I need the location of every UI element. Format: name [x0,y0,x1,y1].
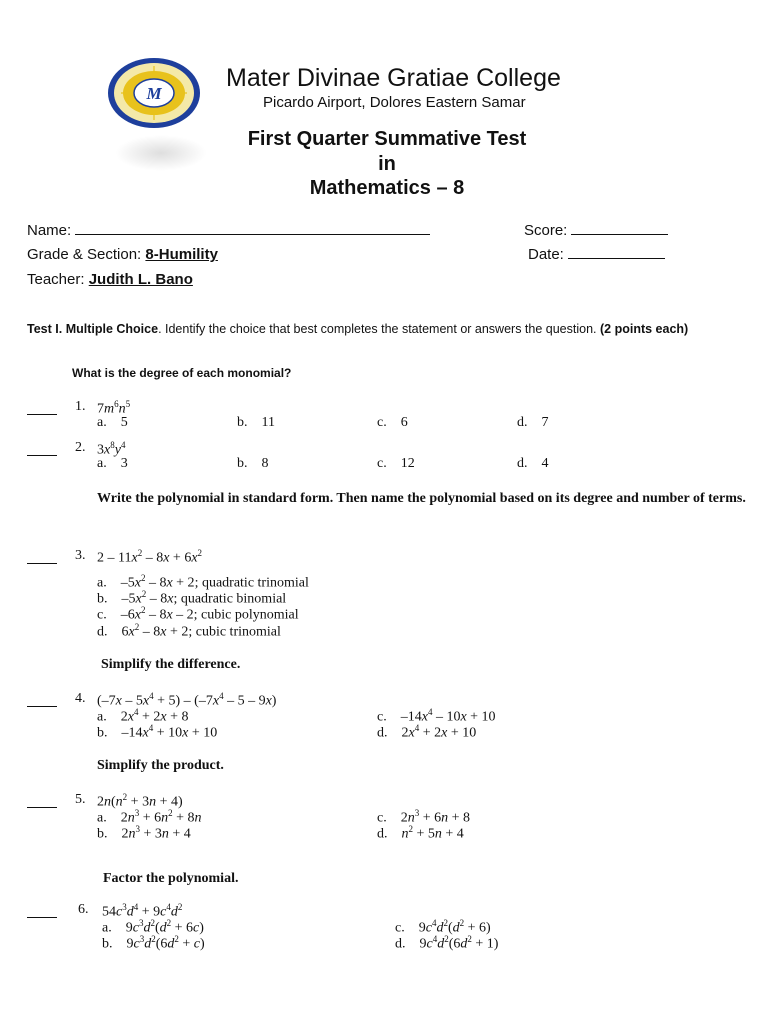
choice-a[interactable]: a. $2x^4 + 2x + 8$ [97,707,189,725]
section-heading-product: Simplify the product. [97,758,224,773]
date-field[interactable] [528,246,665,263]
answer-blank[interactable] [27,806,57,808]
question-stem: $2n(n^2 + 3n + 4)$ [97,792,183,810]
test-title-in: in [378,153,396,175]
choice-b[interactable]: b. 8 [237,456,269,471]
choice-a[interactable]: a. $9c^3d^2(d^2 + 6c)$ [102,918,204,936]
question-number: 4. [75,691,86,706]
name-field[interactable] [27,222,430,239]
score-field[interactable] [524,222,668,239]
date-label: Date: [528,246,564,263]
points-note: (2 points each) [600,322,689,336]
test-title: First Quarter Summative Test [247,128,527,150]
test-label: Test I. [27,322,63,336]
question-number: 2. [75,440,86,455]
teacher-value: Judith L. Bano [88,271,193,288]
choice-a[interactable]: a. 3 [97,456,128,471]
choice-c[interactable]: c. 12 [377,456,415,471]
choice-d[interactable]: d. $2x^4 + 2x + 10$ [377,723,477,741]
choice-c[interactable]: c. 6 [377,415,408,430]
college-logo [106,56,202,130]
date-line [568,257,665,259]
question-stem: $(-7x - 5x^4 + 5) - (-7x^4 - 5 - 9x)$ [97,691,277,709]
answer-blank[interactable] [27,562,57,564]
grade-label: Grade & Section: [27,246,142,263]
choice-c[interactable]: c. $9c^4d^2(d^2 + 6)$ [395,918,491,936]
question-stem: $54c^3d^4 + 9c^4d^2$ [102,902,183,920]
score-line [571,233,668,235]
score-label: Score: [524,222,568,239]
question-number: 3. [75,548,86,563]
choice-b[interactable]: b. $-14x^4 + 10x + 10$ [97,723,218,741]
test-subject: Mathematics – 8 [309,177,465,199]
choice-d[interactable]: d. $6x^2 - 8x + 2$; cubic trinomial [97,622,281,640]
question-stem: $3x^8y^4$ [97,440,126,458]
choice-b[interactable]: b. $2n^3 + 3n + 4$ [97,824,191,842]
section-heading-standard-form: Write the polynomial in standard form. Then name the polynomial based on its degree and number of terms. [97,491,746,506]
choice-d[interactable]: d. 4 [517,456,549,471]
choice-b[interactable]: b. $9c^3d^2(6d^2 + c)$ [102,934,205,952]
question-number: 6. [78,902,89,917]
teacher-label: Teacher: [27,271,85,288]
test-type: Multiple Choice [65,322,159,336]
question-number: 5. [75,792,86,807]
instructions-text: . Identify the choice that best completes the statement or answers the question. [158,322,597,336]
name-line [75,233,430,235]
college-name: Mater Divinae Gratiae College [226,64,561,92]
choice-d[interactable]: d. $n^2 + 5n + 4$ [377,824,464,842]
section-heading-factor: Factor the polynomial. [103,871,239,886]
question-stem: $7m^6n^5$ [97,399,131,417]
logo-monogram: M [146,84,162,103]
question-number: 1. [75,399,86,414]
choice-c[interactable]: c. $-6x^2 - 8x - 2$; cubic polynomial [97,605,299,623]
section-heading-difference: Simplify the difference. [101,657,241,672]
choice-a[interactable]: a. 5 [97,415,128,430]
choice-d[interactable]: d. $9c^4d^2(6d^2 + 1)$ [395,934,499,952]
choice-a[interactable]: a. $-5x^2 - 8x + 2$; quadratic trinomial [97,573,309,591]
section-heading-degree: What is the degree of each monomial? [72,366,292,380]
choice-a[interactable]: a. $2n^3 + 6n^2 + 8n$ [97,808,202,826]
choice-c[interactable]: c. $2n^3 + 6n + 8$ [377,808,471,826]
answer-blank[interactable] [27,413,57,415]
name-label: Name: [27,222,72,239]
grade-value: 8-Humility [145,246,218,263]
answer-blank[interactable] [27,916,57,918]
grade-section-field [27,246,218,263]
teacher-field [27,271,193,288]
choice-b[interactable]: b. $-5x^2 - 8x$; quadratic binomial [97,589,287,607]
instructions [27,321,727,338]
answer-blank[interactable] [27,705,57,707]
question-stem: $2 - 11x^2 - 8x + 6x^2$ [97,548,203,566]
college-address: Picardo Airport, Dolores Eastern Samar [263,94,526,111]
choice-c[interactable]: c. $-14x^4 - 10x + 10$ [377,707,496,725]
choice-b[interactable]: b. 11 [237,415,275,430]
choice-d[interactable]: d. 7 [517,415,549,430]
answer-blank[interactable] [27,454,57,456]
